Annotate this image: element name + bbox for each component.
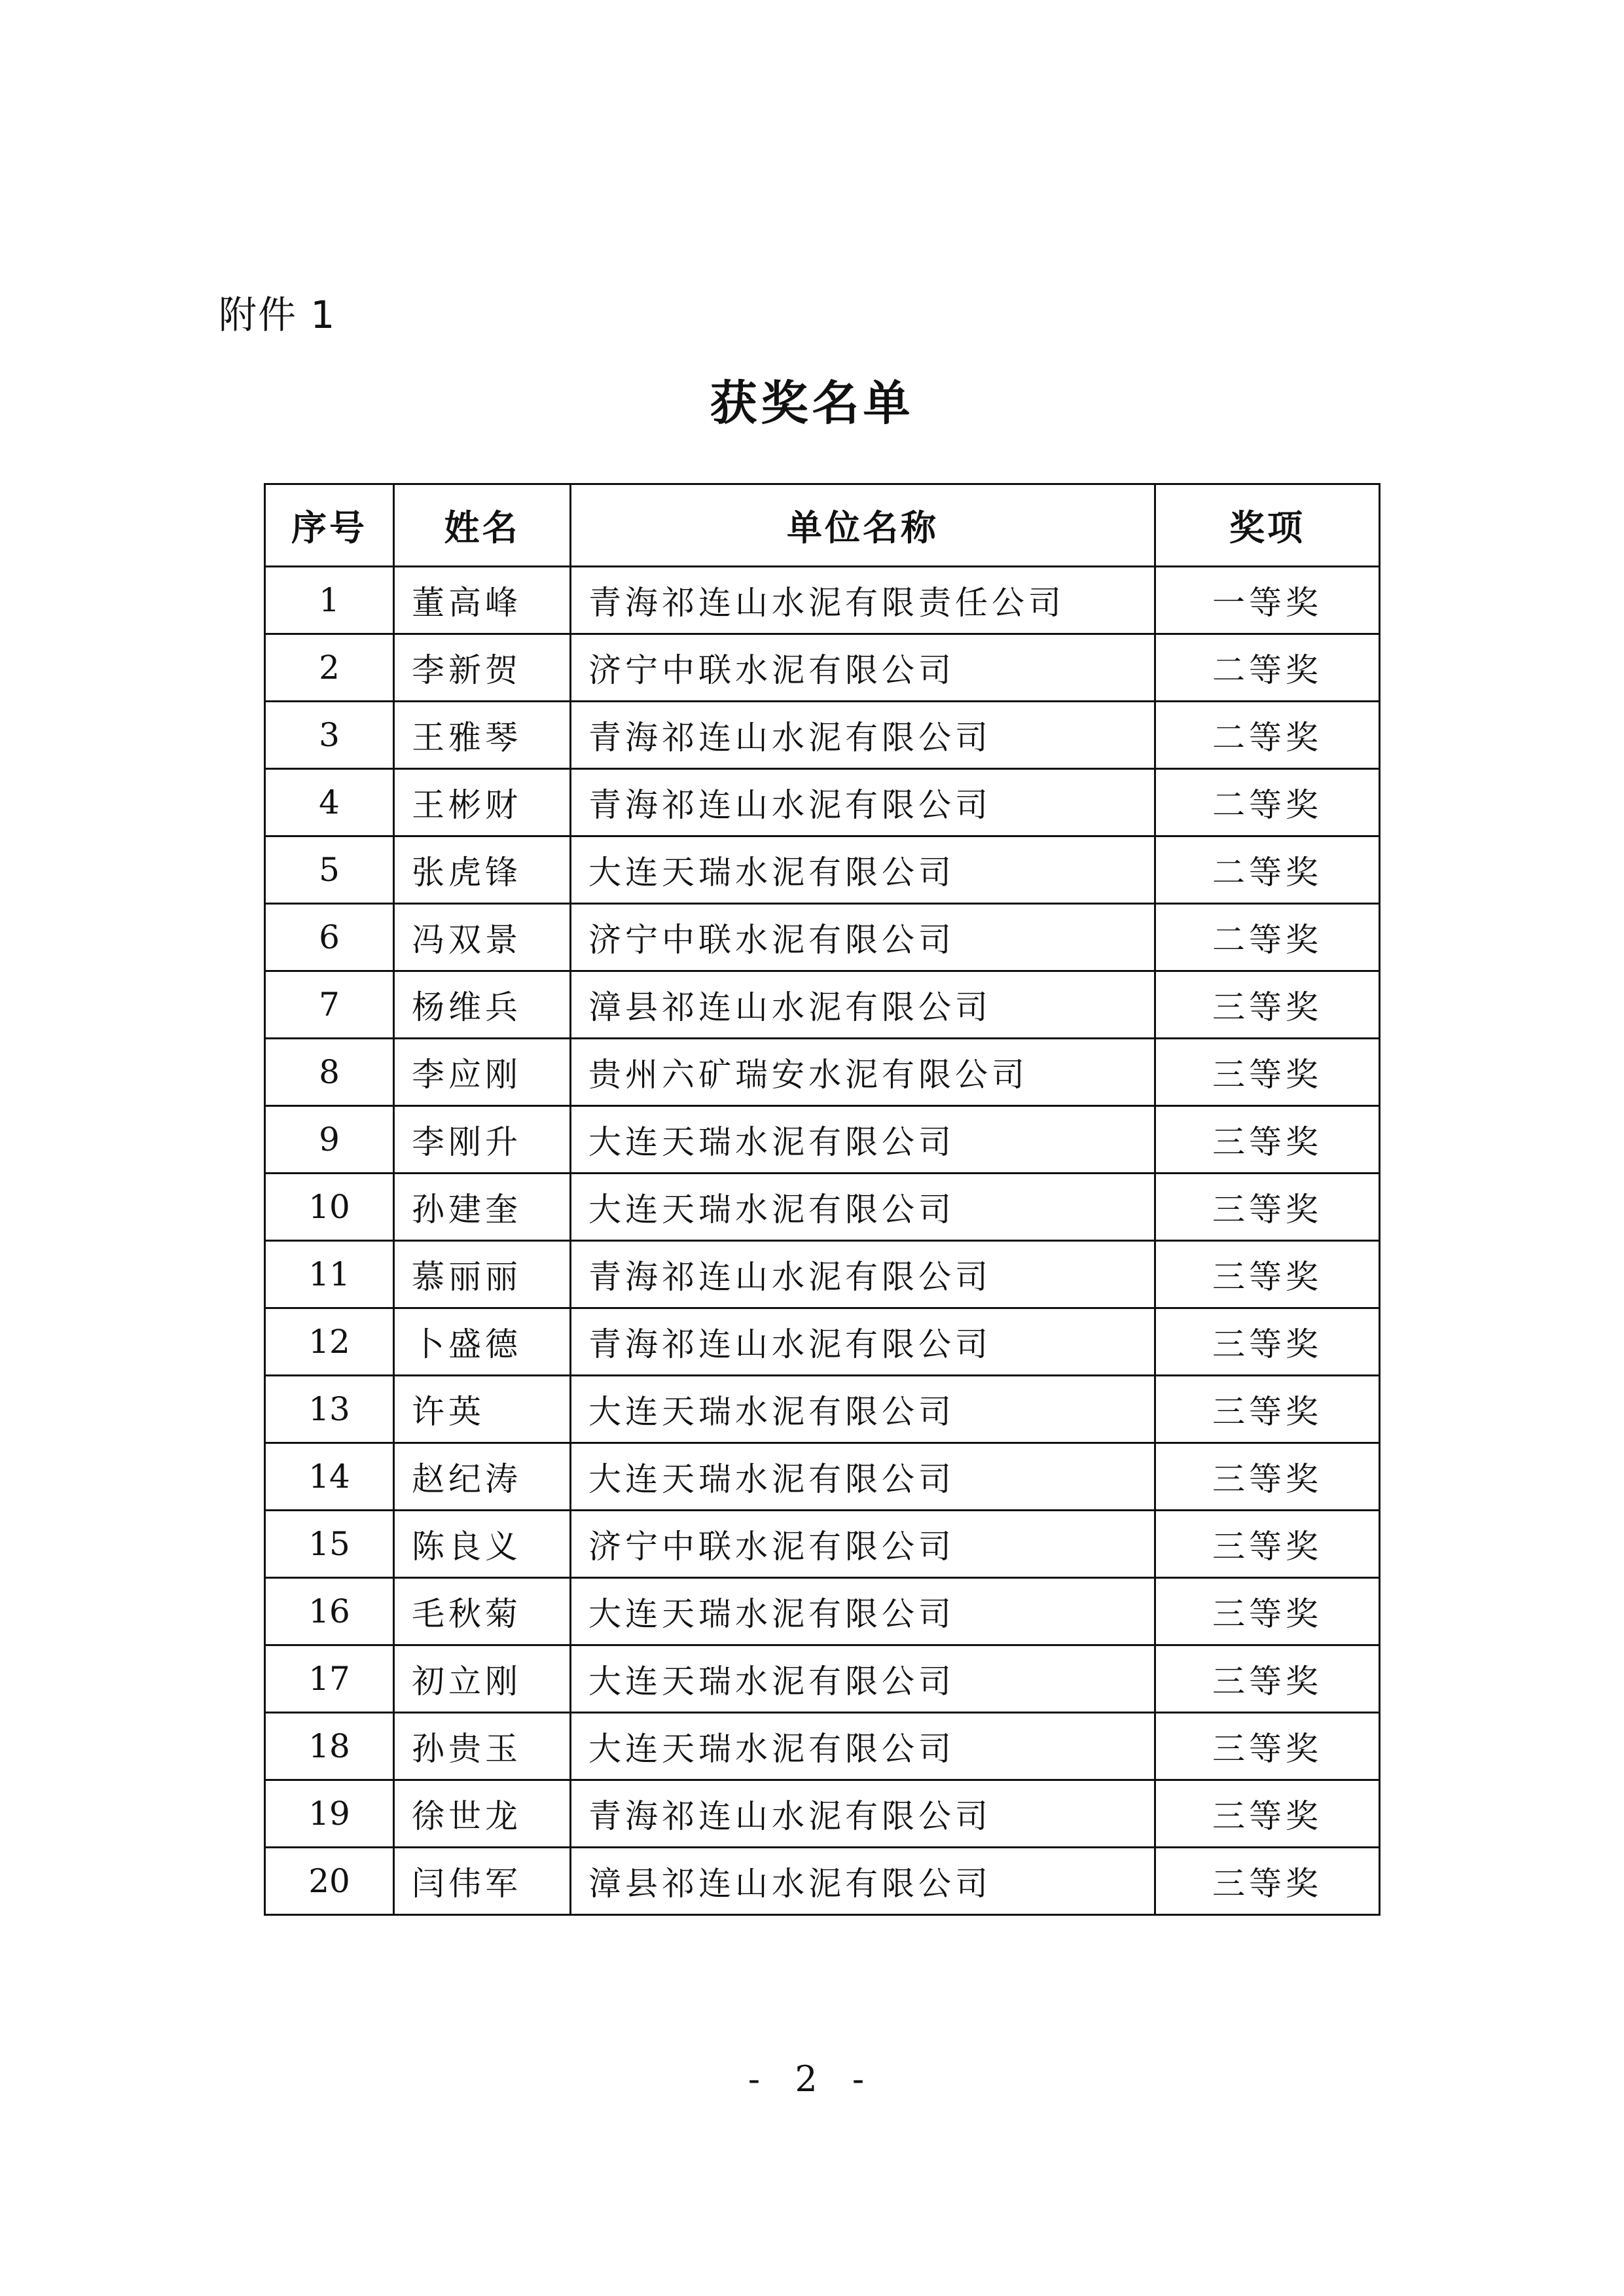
cell-award: 三等奖 xyxy=(1155,1713,1380,1780)
cell-unit-name: 大连天瑞水泥有限公司 xyxy=(571,1376,1155,1443)
cell-unit-name: 青海祁连山水泥有限公司 xyxy=(571,1308,1155,1376)
cell-unit-name: 大连天瑞水泥有限公司 xyxy=(571,1645,1155,1713)
header-unit-name: 单位名称 xyxy=(571,484,1155,567)
cell-unit-name: 漳县祁连山水泥有限公司 xyxy=(571,1848,1155,1915)
cell-unit-name: 大连天瑞水泥有限公司 xyxy=(571,1174,1155,1241)
table-row xyxy=(265,1645,1380,1713)
cell-serial-number: 6 xyxy=(265,904,394,971)
cell-name: 孙建奎 xyxy=(394,1174,571,1241)
cell-unit-name: 大连天瑞水泥有限公司 xyxy=(571,1443,1155,1511)
cell-serial-number: 17 xyxy=(265,1645,394,1713)
cell-award: 三等奖 xyxy=(1155,1376,1380,1443)
cell-serial-number: 11 xyxy=(265,1241,394,1308)
cell-unit-name: 漳县祁连山水泥有限公司 xyxy=(571,971,1155,1039)
cell-unit-name: 大连天瑞水泥有限公司 xyxy=(571,1106,1155,1174)
cell-serial-number: 20 xyxy=(265,1848,394,1915)
cell-unit-name: 大连天瑞水泥有限公司 xyxy=(571,836,1155,904)
cell-name: 王雅琴 xyxy=(394,702,571,769)
document-title: 获奖名单 xyxy=(710,376,914,431)
cell-award: 三等奖 xyxy=(1155,1848,1380,1915)
cell-award: 三等奖 xyxy=(1155,971,1380,1039)
cell-name: 王彬财 xyxy=(394,769,571,836)
table-row xyxy=(265,769,1380,836)
cell-name: 赵纪涛 xyxy=(394,1443,571,1511)
cell-award: 三等奖 xyxy=(1155,1578,1380,1645)
cell-name: 董高峰 xyxy=(394,567,571,634)
table-row xyxy=(265,904,1380,971)
table-row xyxy=(265,1106,1380,1174)
table-row xyxy=(265,1848,1380,1915)
cell-serial-number: 4 xyxy=(265,769,394,836)
table-row xyxy=(265,1039,1380,1106)
cell-unit-name: 青海祁连山水泥有限责任公司 xyxy=(571,567,1155,634)
table-row xyxy=(265,1443,1380,1511)
cell-award: 三等奖 xyxy=(1155,1308,1380,1376)
cell-award: 二等奖 xyxy=(1155,769,1380,836)
cell-unit-name: 贵州六矿瑞安水泥有限公司 xyxy=(571,1039,1155,1106)
cell-serial-number: 7 xyxy=(265,971,394,1039)
cell-unit-name: 青海祁连山水泥有限公司 xyxy=(571,702,1155,769)
cell-serial-number: 3 xyxy=(265,702,394,769)
cell-name: 杨维兵 xyxy=(394,971,571,1039)
cell-serial-number: 2 xyxy=(265,634,394,702)
cell-award: 三等奖 xyxy=(1155,1511,1380,1578)
table-row xyxy=(265,702,1380,769)
cell-award: 二等奖 xyxy=(1155,836,1380,904)
cell-award: 三等奖 xyxy=(1155,1780,1380,1848)
cell-name: 孙贵玉 xyxy=(394,1713,571,1780)
cell-name: 慕丽丽 xyxy=(394,1241,571,1308)
cell-award: 三等奖 xyxy=(1155,1106,1380,1174)
cell-unit-name: 青海祁连山水泥有限公司 xyxy=(571,769,1155,836)
cell-name: 卜盛德 xyxy=(394,1308,571,1376)
cell-unit-name: 济宁中联水泥有限公司 xyxy=(571,634,1155,702)
cell-serial-number: 1 xyxy=(265,567,394,634)
cell-award: 三等奖 xyxy=(1155,1645,1380,1713)
cell-award: 三等奖 xyxy=(1155,1174,1380,1241)
cell-unit-name: 济宁中联水泥有限公司 xyxy=(571,904,1155,971)
table-row xyxy=(265,1511,1380,1578)
cell-unit-name: 青海祁连山水泥有限公司 xyxy=(571,1241,1155,1308)
table-row xyxy=(265,1308,1380,1376)
cell-name: 陈良义 xyxy=(394,1511,571,1578)
cell-serial-number: 18 xyxy=(265,1713,394,1780)
cell-name: 李新贺 xyxy=(394,634,571,702)
cell-name: 许英 xyxy=(394,1376,571,1443)
cell-name: 徐世龙 xyxy=(394,1780,571,1848)
table-row xyxy=(265,567,1380,634)
cell-serial-number: 9 xyxy=(265,1106,394,1174)
cell-unit-name: 大连天瑞水泥有限公司 xyxy=(571,1578,1155,1645)
table-row xyxy=(265,836,1380,904)
cell-award: 三等奖 xyxy=(1155,1241,1380,1308)
cell-serial-number: 12 xyxy=(265,1308,394,1376)
header-award: 奖项 xyxy=(1155,484,1380,567)
table-row xyxy=(265,971,1380,1039)
cell-name: 毛秋菊 xyxy=(394,1578,571,1645)
cell-name: 李应刚 xyxy=(394,1039,571,1106)
cell-award: 三等奖 xyxy=(1155,1443,1380,1511)
cell-serial-number: 10 xyxy=(265,1174,394,1241)
cell-award: 一等奖 xyxy=(1155,567,1380,634)
cell-unit-name: 济宁中联水泥有限公司 xyxy=(571,1511,1155,1578)
cell-award: 三等奖 xyxy=(1155,1039,1380,1106)
page-number: - 2 - xyxy=(748,2058,876,2100)
cell-serial-number: 8 xyxy=(265,1039,394,1106)
cell-serial-number: 5 xyxy=(265,836,394,904)
cell-unit-name: 大连天瑞水泥有限公司 xyxy=(571,1713,1155,1780)
table-row xyxy=(265,1780,1380,1848)
table-row xyxy=(265,1241,1380,1308)
table-row xyxy=(265,1174,1380,1241)
cell-serial-number: 13 xyxy=(265,1376,394,1443)
cell-serial-number: 16 xyxy=(265,1578,394,1645)
table-row xyxy=(265,1713,1380,1780)
cell-serial-number: 14 xyxy=(265,1443,394,1511)
table-row xyxy=(265,634,1380,702)
attachment-label: 附件 1 xyxy=(219,293,336,337)
cell-serial-number: 15 xyxy=(265,1511,394,1578)
cell-award: 二等奖 xyxy=(1155,634,1380,702)
cell-name: 冯双景 xyxy=(394,904,571,971)
cell-serial-number: 19 xyxy=(265,1780,394,1848)
cell-name: 张虎锋 xyxy=(394,836,571,904)
cell-award: 二等奖 xyxy=(1155,702,1380,769)
cell-unit-name: 青海祁连山水泥有限公司 xyxy=(571,1780,1155,1848)
table-row xyxy=(265,1376,1380,1443)
table-row xyxy=(265,1578,1380,1645)
cell-name: 李刚升 xyxy=(394,1106,571,1174)
cell-name: 初立刚 xyxy=(394,1645,571,1713)
header-serial-number: 序号 xyxy=(265,484,394,567)
cell-name: 闫伟军 xyxy=(394,1848,571,1915)
cell-award: 二等奖 xyxy=(1155,904,1380,971)
table-header-row xyxy=(265,484,1380,567)
header-name: 姓名 xyxy=(394,484,571,567)
award-list-table xyxy=(264,483,1380,1916)
award-rows xyxy=(265,567,1380,1915)
